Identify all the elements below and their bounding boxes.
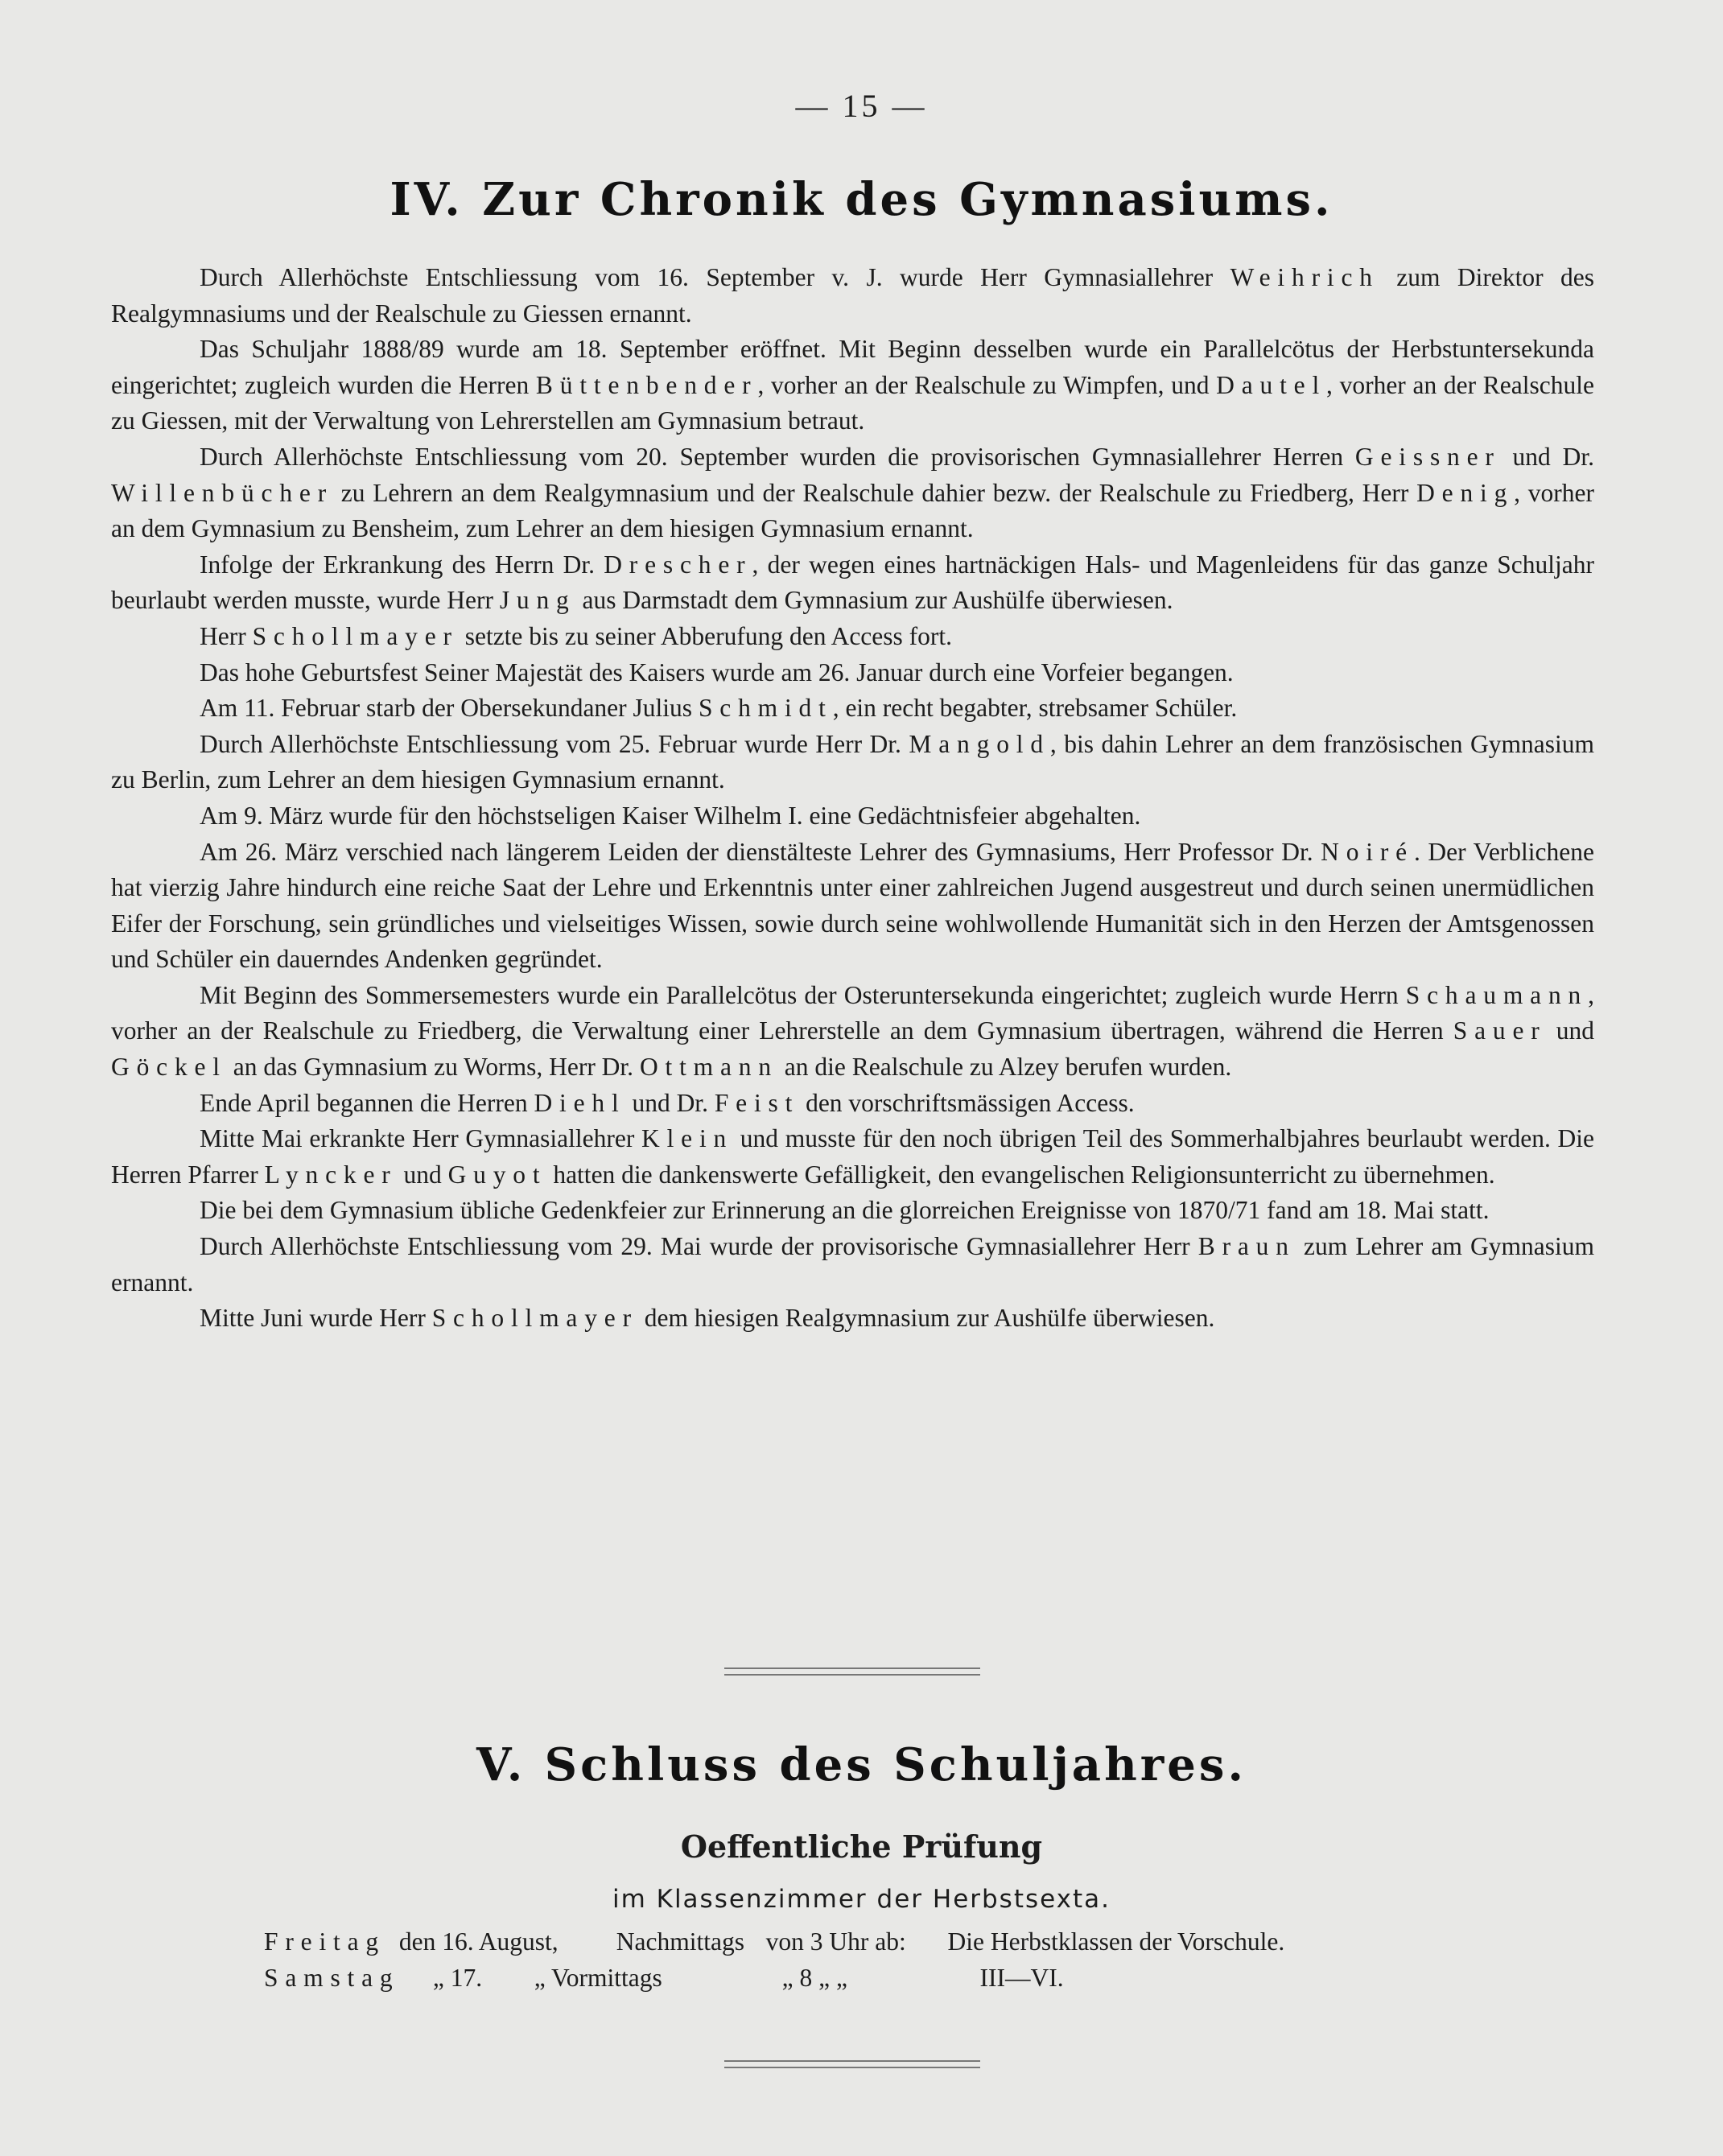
person-name: Geissner [1354,442,1501,471]
paragraph-text: Am 11. Februar starb der Obersekundaner Julius [200,694,699,723]
person-name: Schollmayer [431,1304,638,1333]
person-name: Sauer [1453,1016,1547,1045]
page-number: — 15 — [795,88,928,124]
person-name: Klein [641,1124,734,1153]
section-divider [724,2060,980,2068]
exam-subtitle: Oeffentliche Prüfung [680,1828,1043,1865]
schedule-time-of-day: „ Vormittags [534,1964,662,1992]
person-name: Noiré [1321,837,1414,866]
exam-location: im Klassenzimmer der Herbstsexta. [612,1885,1111,1914]
paragraph-text: . Der Verblichene hat vierzig Jahre hindurch eine reiche Saat der Lehre und Erkenntnis unter einer zahlreichen Jugend ausgestreut und durch seinen unermüdlichen Eifer der Forschung, sein gründliches und vielseitiges Wissen, sowie durch seine wohlwollende Humanität sich in den Herzen der Amtsgenossen und Schüler ein dauerndes Andenken gegründet. [111,837,1594,974]
chronicle-paragraph [111,1121,1594,1193]
paragraph-text: setzte bis zu seiner Abberufung den Access fort. [458,621,953,650]
paragraph-text: , vorher an der Realschule zu Wimpfen, und [757,370,1217,399]
person-name: Guyot [447,1160,547,1189]
paragraph-text: an das Gymnasium zu Worms, Herr Dr. [226,1053,640,1082]
section-iv-title: IV. Zur Chronik des Gymnasiums. [390,173,1333,226]
paragraph-text: , ein recht begabter, strebsamer Schüler. [832,694,1238,723]
section-iv-body [111,260,1594,1337]
section-divider [724,1667,980,1676]
schedule-classes: III—VI. [979,1964,1064,1992]
person-name: Jung [499,586,576,615]
schedule-day: Freitag [264,1927,385,1956]
chronicle-paragraph [111,690,1594,727]
person-name: Willenbücher [111,478,333,507]
paragraph-text: Infolge der Erkrankung des Herrn Dr. [200,550,604,579]
paragraph-text: und [397,1160,448,1189]
person-name: Feist [714,1088,800,1117]
schedule-date: den 16. August, [398,1927,559,1956]
paragraph-text: Mit Beginn des Sommersemesters wurde ein Parallelcötus der Osteruntersekunda eingerichtet; zugleich wurde Herrn [200,980,1406,1009]
chronicle-paragraph [111,655,1594,691]
paragraph-text: Mitte Juni wurde Herr [200,1304,432,1333]
schedule-date: „ 17. [432,1964,483,1992]
section-v-title: V. Schluss des Schuljahres. [476,1738,1247,1791]
person-name: Schaumann [1405,980,1589,1009]
chronicle-paragraph [111,1301,1594,1337]
paragraph-text: zum Direktor des Realgymnasiums und der Realschule zu Giessen ernannt. [111,263,1594,328]
paragraph-text: Ende April begannen die Herren [200,1088,534,1117]
paragraph-text: hatten die dankenswerte Gefälligkeit, den evangelischen Religionsunterricht zu übernehmen. [546,1160,1495,1189]
paragraph-text: , vorher an der Realschule zu Giessen, mit der Verwaltung von Lehrerstellen am Gymnasium betraut. [111,370,1594,435]
paragraph-text: Durch Allerhöchste Entschliessung vom 16. September v. J. wurde Herr Gymnasiallehrer [200,263,1230,291]
person-name: Schmidt [698,694,833,723]
chronicle-paragraph [111,332,1594,439]
schedule-day: Samstag [264,1964,400,1992]
paragraph-text: Durch Allerhöchste Entschliessung vom 25. Februar wurde Herr Dr. [200,729,909,758]
chronicle-paragraph [111,1229,1594,1301]
chronicle-paragraph [111,439,1594,547]
person-name: Drescher [604,550,752,579]
chronicle-paragraph [111,798,1594,835]
paragraph-text: Herr [200,621,253,650]
schedule-time: von 3 Uhr ab: [765,1927,906,1956]
paragraph-text: dem hiesigen Realgymnasium zur Aushülfe überwiesen. [637,1304,1215,1333]
person-name: Denig [1416,478,1515,507]
person-name: Weihrich [1230,263,1379,291]
chronicle-paragraph [111,835,1594,978]
paragraph-text: Durch Allerhöchste Entschliessung vom 29. Mai wurde der provisorische Gymnasiallehrer Herr [200,1232,1198,1261]
person-name: Büttenbender [535,370,758,399]
paragraph-text: Durch Allerhöchste Entschliessung vom 20. September wurden die provisorischen Gymnasiallehrer Herren [200,442,1355,471]
person-name: Mangold [909,729,1050,758]
paragraph-text: , vorher an der Realschule zu Friedberg, die Verwaltung einer Lehrerstelle an dem Gymnasium übertragen, während die Herren [111,980,1594,1045]
paragraph-text: Am 9. März wurde für den höchstseligen Kaiser Wilhelm I. eine Gedächtnisfeier abgehalten. [200,801,1141,830]
person-name: Schollmayer [252,621,459,650]
paragraph-text: und musste für den noch übrigen Teil des Sommerhalbjahres beurlaubt werden. Die Herren Pfarrer [111,1124,1594,1189]
person-name: Göckel [111,1053,227,1082]
paragraph-text: Das Schuljahr 1888/89 wurde am 18. September eröffnet. Mit Beginn desselben wurde ein Parallelcötus der Herbstuntersekunda eingerichtet; zugleich wurden die Herren [111,335,1594,399]
paragraph-text: und Dr. [1500,442,1594,471]
person-name: Lyncker [264,1160,398,1189]
person-name: Braun [1197,1232,1296,1261]
chronicle-paragraph [111,260,1594,332]
chronicle-paragraph [111,1086,1594,1122]
paragraph-text: , vorher an dem Gymnasium zu Bensheim, zum Lehrer an dem hiesigen Gymnasium ernannt. [111,478,1594,543]
chronicle-paragraph [111,727,1594,798]
schedule-row [264,1927,1284,1956]
paragraph-text: den vorschriftsmässigen Access. [799,1088,1135,1117]
chronicle-paragraph [111,547,1594,619]
paragraph-text: , bis dahin Lehrer an dem französischen Gymnasium zu Berlin, zum Lehrer an dem hiesigen Gymnasium ernannt. [111,729,1594,794]
paragraph-text: aus Darmstadt dem Gymnasium zur Aushülfe überwiesen. [575,586,1173,615]
paragraph-text: zu Lehrern an dem Realgymnasium und der Realschule dahier bezw. der Realschule zu Friedberg, Herr [333,478,1417,507]
paragraph-text: zum Lehrer am Gymnasium ernannt. [111,1232,1594,1296]
paragraph-text: und Dr. [625,1088,715,1117]
paragraph-text: an die Realschule zu Alzey berufen wurden. [777,1053,1232,1082]
person-name: Diehl [534,1088,626,1117]
paragraph-text: und [1546,1016,1595,1045]
schedule-time: „ 8 „ „ [781,1964,847,1992]
schedule-row [264,1964,1064,1993]
paragraph-text: Am 26. März verschied nach längerem Leiden der dienstälteste Lehrer des Gymnasiums, Herr Professor Dr. [200,837,1321,866]
paragraph-text: Das hohe Geburtsfest Seiner Majestät des Kaisers wurde am 26. Januar durch eine Vorfeier begangen. [200,658,1234,686]
person-name: Ottmann [639,1053,778,1082]
chronicle-paragraph [111,1193,1594,1229]
chronicle-paragraph [111,619,1594,655]
schedule-time-of-day: Nachmittags [616,1927,744,1956]
paragraph-text: Die bei dem Gymnasium übliche Gedenkfeier zur Erinnerung an die glorreichen Ereignisse von 1870/71 fand am 18. Mai statt. [200,1196,1490,1225]
schedule-classes: Die Herbstklassen der Vorschule. [947,1927,1285,1956]
paragraph-text: , der wegen eines hartnäckigen Hals- und Magenleidens für das ganze Schuljahr beurlaubt werden musste, wurde Herr [111,550,1594,615]
person-name: Dautel [1216,370,1327,399]
paragraph-text: Mitte Mai erkrankte Herr Gymnasiallehrer [200,1124,642,1153]
chronicle-paragraph [111,978,1594,1086]
